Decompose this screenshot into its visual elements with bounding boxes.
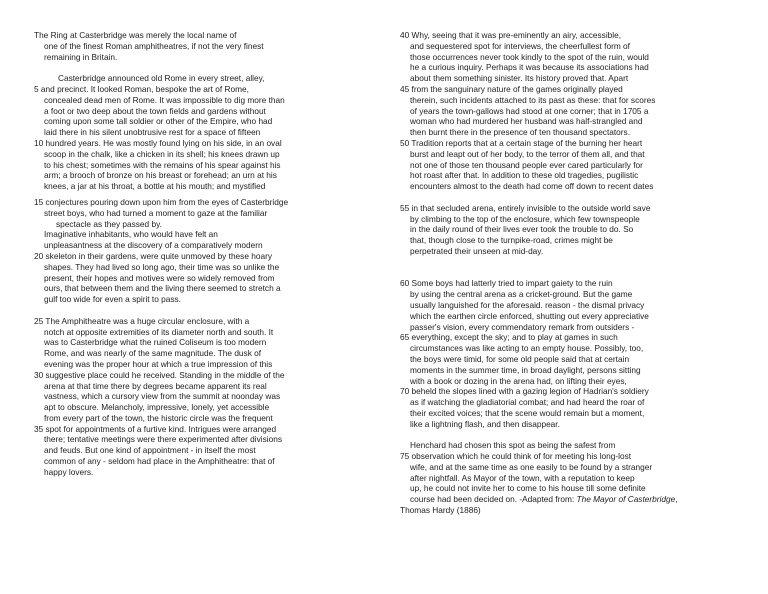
text-line: 25 The Amphitheatre was a huge circular enclosure, with a	[34, 315, 250, 326]
text-line: 60 Some boys had latterly tried to impart gaiety to the ruin	[400, 278, 613, 289]
text-line: circumstances was like acting to an empty house. Possibly, too,	[410, 343, 644, 354]
text-line: 15 conjectures pouring down upon him from the eyes of Casterbridge	[34, 196, 289, 207]
text-line: Casterbridge announced old Rome in every street, alley,	[58, 73, 265, 84]
text-line: the boys were timid, for some old people said that at certain	[410, 353, 630, 364]
citation-prefix: course had been decided on. -Adapted from:	[410, 494, 577, 505]
text-line: common of any - seldom had place in the Amphitheatre: that of	[44, 456, 275, 467]
text-line: scoop in the chalk, like a chicken in its shell; his knees drawn up	[44, 148, 280, 159]
text-line: passer's vision, every commendatory remark from outsiders -	[410, 321, 635, 332]
text-line: apt to obscure. Melancholy, impressive, lonely, yet accessible	[44, 402, 270, 413]
text-line: moments in the summer time, in broad daylight, persons sitting	[410, 364, 641, 375]
left-column	[34, 30, 364, 478]
text-line: gulf too wide for even a spirit to pass.	[44, 294, 181, 305]
text-line: perpetrated their unseen at mid-day.	[410, 245, 544, 256]
text-line: happy lovers.	[44, 466, 94, 477]
text-line: from every part of the town, the historic circle was the frequent	[44, 412, 273, 423]
text-line: unpleasantness at the discovery of a comparatively modern	[44, 240, 263, 251]
text-line: arm; a brooch of bronze on his breast or forehead; an urn at his	[44, 170, 277, 181]
paragraph-8	[400, 440, 740, 516]
text-line: 35 spot for appointments of a furtive kind. Intrigues were arranged	[34, 423, 277, 434]
text-line: shapes. They had lived so long ago, their time was so unlike the	[44, 261, 280, 272]
text-line: not one of those ten thousand people ever cared particularly for	[410, 159, 643, 170]
text-line: evening was the proper hour at which a true impression of this	[44, 358, 273, 369]
source-title: The Mayor of Casterbridge	[576, 494, 676, 505]
paragraph-6	[400, 203, 740, 257]
text-line: about them something sinister. Its history proved that. Apart	[410, 73, 629, 84]
text-line: like a lightning flash, and then disappear.	[410, 418, 560, 429]
text-line: then burnt there in the presence of ten thousand spectators.	[410, 127, 631, 138]
text-line: vastness, which a cursory view from the summit at noonday was	[44, 391, 281, 402]
text-line: remaining in Britain.	[44, 51, 118, 62]
text-line: one of the finest Roman amphitheatres, if not the very finest	[44, 40, 264, 51]
text-line: as if watching the gladiatorial combat; and had heard the roar of	[410, 397, 645, 408]
text-line: knees, a jar at his throat, a bottle at his mouth; and mystified	[44, 181, 266, 192]
text-line: coming upon some tall soldier or other of the Empire, who had	[44, 116, 273, 127]
text-line: Henchard had chosen this spot as being the safest from	[410, 440, 616, 451]
text-line: a foot or two deep about the town fields and gardens without	[44, 105, 266, 116]
text-line: and sequestered spot for interviews, the cheerfullest form of	[410, 40, 630, 51]
text-line: Rome, and was nearly of the same magnitude. The dusk of	[44, 348, 262, 359]
text-line: woman who had murdered her husband was half-strangled and	[410, 116, 643, 127]
text-line: 10 hundred years. He was mostly found lying on his side, in an oval	[34, 137, 282, 148]
text-line: wife, and at the same time as one easily to be found by a stranger	[410, 461, 653, 472]
text-line: therein, such incidents attached to its past as these: that for scores	[410, 94, 656, 105]
text-line: was to Casterbridge what the ruined Coliseum is too modern	[44, 337, 267, 348]
citation-line	[400, 494, 740, 505]
text-line: concealed dead men of Rome. It was impossible to dig more than	[44, 94, 285, 105]
text-line: which the earthen circle enforced, shutting out every appreciative	[410, 310, 649, 321]
text-line: 30 suggestive place could he received. Standing in the middle of the	[34, 369, 285, 380]
source-author: Thomas Hardy (1886)	[400, 505, 481, 516]
paragraph-5	[400, 30, 740, 192]
text-line: in the daily round of their lives ever took the trouble to do. So	[410, 224, 634, 235]
text-line: their excited voices; that the scene would remain but a moment,	[410, 407, 645, 418]
text-line: with a book or dozing in the arena had, on lifting their eyes,	[410, 375, 627, 386]
text-line: 20 skeleton in their gardens, were quite unmoved by these hoary	[34, 250, 272, 261]
paragraph-3	[34, 197, 364, 305]
text-line: present, their hopes and motives were so widely removed from	[44, 272, 275, 283]
text-line: 65 everything, except the sky; and to play at games in such	[400, 332, 618, 343]
text-line: 50 Tradition reports that at a certain stage of the burning her heart	[400, 137, 643, 148]
right-column	[400, 30, 740, 516]
text-line: after nightfall. As Mayor of the town, with a reputation to keep	[410, 472, 635, 483]
text-line: laid there in his silent unobtrusive rest for a space of fifteen	[44, 127, 261, 138]
text-line: The Ring at Casterbridge was merely the local name of	[34, 30, 237, 40]
text-line: Imaginative inhabitants, who would have felt an	[44, 229, 218, 240]
text-line: and feuds. But one kind of appointment - in itself the most	[44, 445, 256, 456]
text-line: street boys, who had turned a moment to gaze at the familiar	[44, 207, 268, 218]
text-line: encounters almost to the death had come off down to recent dates	[410, 181, 654, 192]
text-line: usually languished for the aforesaid. reason - the dismal privacy	[410, 299, 645, 310]
text-line: 40 Why, seeing that it was pre-eminently an airy, accessible,	[400, 30, 622, 40]
text-line: 70 beheld the slopes lined with a gazing legion of Hadrian's soldiery	[400, 386, 649, 397]
paragraph-7	[400, 278, 740, 429]
text-line: burst and leapt out of her body, to the terror of them all, and that	[410, 148, 645, 159]
text-line: that, though close to the turnpike-road, crimes might be	[410, 235, 613, 246]
paragraph-2	[34, 73, 364, 192]
text-line: by climbing to the top of the enclosure, which few townspeople	[410, 213, 640, 224]
text-line: 5 and precinct. It looked Roman, bespoke the art of Rome,	[34, 83, 249, 94]
text-line: of years the town-gallows had stood at one corner; that in 1705 a	[410, 105, 649, 116]
text-line: by using the central arena as a cricket-ground. But the game	[410, 289, 633, 300]
paragraph-1	[34, 30, 364, 62]
citation-comma: ,	[675, 494, 678, 505]
text-line: 45 from the sanguinary nature of the games originally played	[400, 83, 623, 94]
text-line: spectacle as they passed by.	[56, 218, 162, 229]
text-line: arena at that time there by degrees became apparent its real	[44, 380, 267, 391]
text-line: 55 in that secluded arena, entirely invisible to the outside world save	[400, 202, 651, 213]
text-line: notch at opposite extremities of its diameter north and south. It	[44, 326, 274, 337]
text-line: ours, that between them and the living there seemed to stretch a	[44, 283, 281, 294]
text-line: he a curious inquiry. Perhaps it was because its associations had	[410, 62, 649, 73]
text-line: 75 observation which he could think of for meeting his long-lost	[400, 451, 632, 462]
text-line: up, he could not invite her to come to his house till some definite	[410, 483, 646, 494]
paragraph-4	[34, 316, 364, 478]
text-line: to his chest; sometimes with the remains of his spear against his	[44, 159, 281, 170]
text-line: those occurrences never took kindly to the spot of the ruin, would	[410, 51, 649, 62]
text-line: hot roast after that. In addition to these old tragedies, pugilistic	[410, 170, 639, 181]
text-line: there; tentative meetings were there experimented after divisions	[44, 434, 282, 445]
